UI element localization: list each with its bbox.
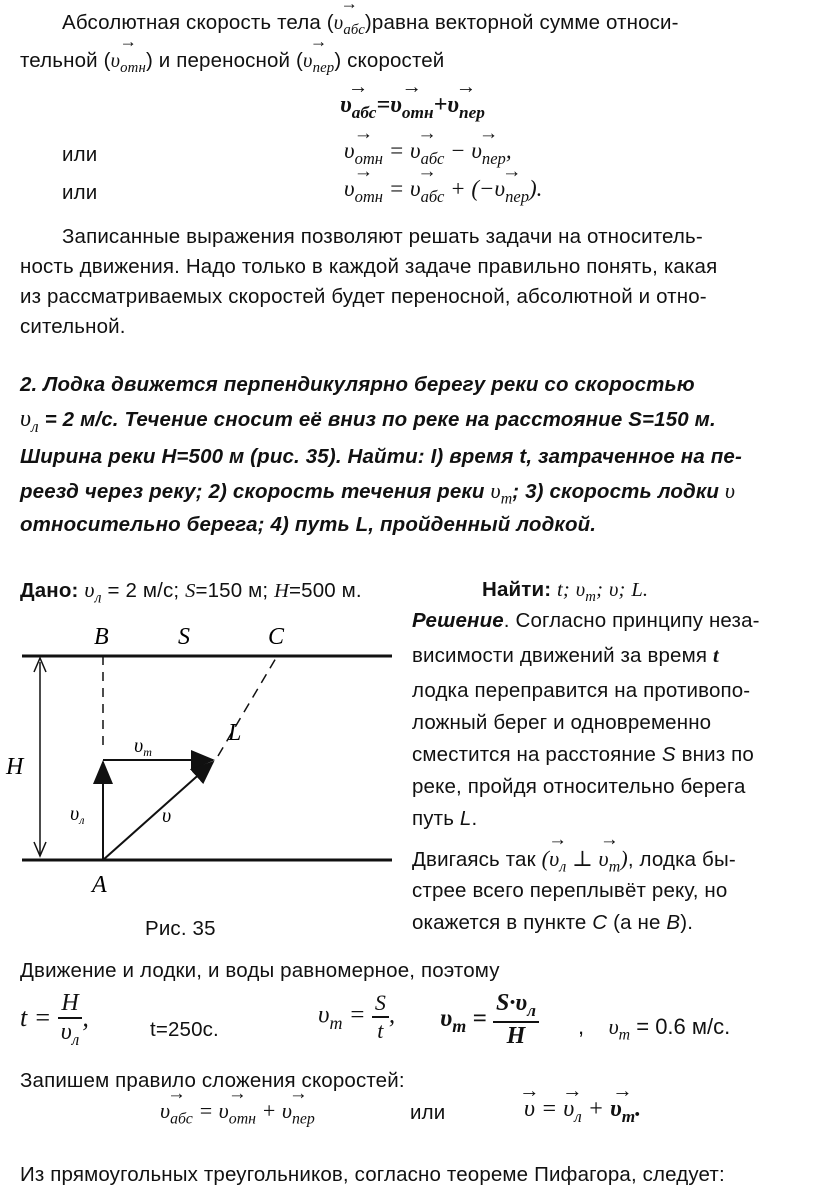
- formula-vt-2: $\upsilon_m$ = $\frac{S\cdot\upsilon_л}{H}$: [440, 990, 539, 1050]
- solution-line-1: Решение. Согласно принципу неза-: [412, 609, 760, 632]
- problem-line-3: Ширина реки H=500 м (рис. 35). Найти: I) время t, затраченное на пе-: [20, 445, 742, 468]
- or-label-3: или: [410, 1101, 446, 1124]
- result-t: t=250с.: [150, 1018, 219, 1041]
- v-otn-symbol: → $\upsilon_{отн}$: [111, 46, 146, 83]
- label-H: H: [6, 754, 24, 780]
- solution-line-8: Двигаясь так (→ $\upsilon_л$ ⊥ → $\upsilon_т$), лодка бы-: [412, 844, 736, 883]
- label-L: L: [228, 720, 242, 746]
- equation-3: → $\upsilon_{отн}$ = → $\upsilon_{абс}$ + (−→ $\upsilon_{пер}$).: [344, 176, 542, 207]
- uniform-line: Движение и лодки, и воды равномерное, поэтому: [20, 959, 500, 982]
- find-line: Найти: t; $\upsilon_т$; υ; L.: [482, 578, 649, 606]
- label-C: C: [268, 624, 285, 650]
- problem-line-4: реезд через реку; 2) скорость течения реки $\upsilon_т$; 3) скорость лодки υ: [20, 478, 736, 508]
- pythagoras-line: Из прямоугольных треугольников, согласно теореме Пифагора, следует:: [20, 1163, 725, 1186]
- solution-line-10: окажется в пункте C (а не B).: [412, 911, 694, 934]
- solution-line-2: висимости движений за время t: [412, 644, 719, 667]
- intro-line-1: Абсолютная скорость тела (→ $\upsilon_{абс})равна$ векторной сумме относи-: [62, 8, 679, 45]
- problem-line-2: $\upsilon_л = 2$ м/с. Течение сносит её вниз по реке на расстояние S=150 м.: [20, 406, 716, 437]
- v-abs-symbol: → $\upsilon_{абс}$: [334, 8, 365, 45]
- formula-t: t = $\frac{H}{\upsilon_л}$ ,: [20, 990, 89, 1050]
- para-line-1: Записанные выражения позволяют решать задачи на относитель-: [62, 225, 703, 248]
- dashed-path-L: [218, 658, 276, 756]
- result-vt: , $\upsilon_m = 0.6$ м/с.: [578, 1014, 731, 1044]
- problem-line-5: относительно берега; 4) путь L, пройденный лодкой.: [20, 513, 597, 536]
- rule-formula-1: → $\upsilon_{абс}$ = → $\upsilon_{отн}$ + → $\upsilon_{пер}$: [160, 1098, 315, 1129]
- para-line-3: из рассматриваемых скоростей будет переносной, абсолютной и отно-: [20, 285, 707, 308]
- intro-line-2: тельной (→ $\upsilon_{отн}$) и переносной (→ $\upsilon_{пер}$) скоростей: [20, 46, 444, 83]
- solution-line-3: лодка переправится на противопо-: [412, 679, 751, 702]
- para-line-2: ность движения. Надо только в каждой задаче правильно понять, какая: [20, 255, 718, 278]
- v-per-symbol: → $\upsilon_{пер}$: [303, 46, 334, 83]
- label-S: S: [178, 624, 190, 650]
- formula-vt-1: $\upsilon_m$ = $\frac{S}{t}$ ,: [318, 990, 396, 1043]
- equation-main: → $\upsilon_{абс}=\to \upsilon_{отн}+\to \upsilon_{пер}$: [340, 92, 485, 123]
- rule-formula-2: → υ = → $\upsilon_л$ + → $\upsilon_m$.: [524, 1096, 641, 1127]
- label-v-l: $\upsilon_л$: [70, 803, 85, 827]
- solution-line-4: ложный берег и одновременно: [412, 711, 712, 734]
- label-A: A: [92, 872, 107, 898]
- solution-line-5: сместится на расстояние S вниз по: [412, 743, 754, 766]
- equation-2: → $\upsilon_{отн}$ = → $\upsilon_{абс}$ − → $\upsilon_{пер}$,: [344, 138, 512, 169]
- label-v: υ: [162, 805, 172, 827]
- given-line: Дано: $\upsilon_л = 2$ м/с; S=150 м; H=500 м.: [20, 577, 362, 607]
- solution-line-9: стрее всего переплывёт реку, но: [412, 879, 728, 902]
- vector-v: [103, 762, 213, 860]
- rule-line: Запишем правило сложения скоростей:: [20, 1069, 405, 1092]
- solution-line-7: путь L.: [412, 807, 478, 830]
- label-v-t: $\upsilon_m$: [134, 735, 152, 759]
- label-B: B: [94, 624, 109, 650]
- para-line-4: сительной.: [20, 315, 126, 338]
- problem-line-1: 2. Лодка движется перпендикулярно берегу реки со скоростью: [20, 373, 695, 396]
- figure-caption: Рис. 35: [145, 917, 216, 940]
- or-label-1: или: [62, 143, 98, 166]
- or-label-2: или: [62, 181, 98, 204]
- figure-35: [0, 610, 410, 910]
- solution-line-6: реке, пройдя относительно берега: [412, 775, 746, 798]
